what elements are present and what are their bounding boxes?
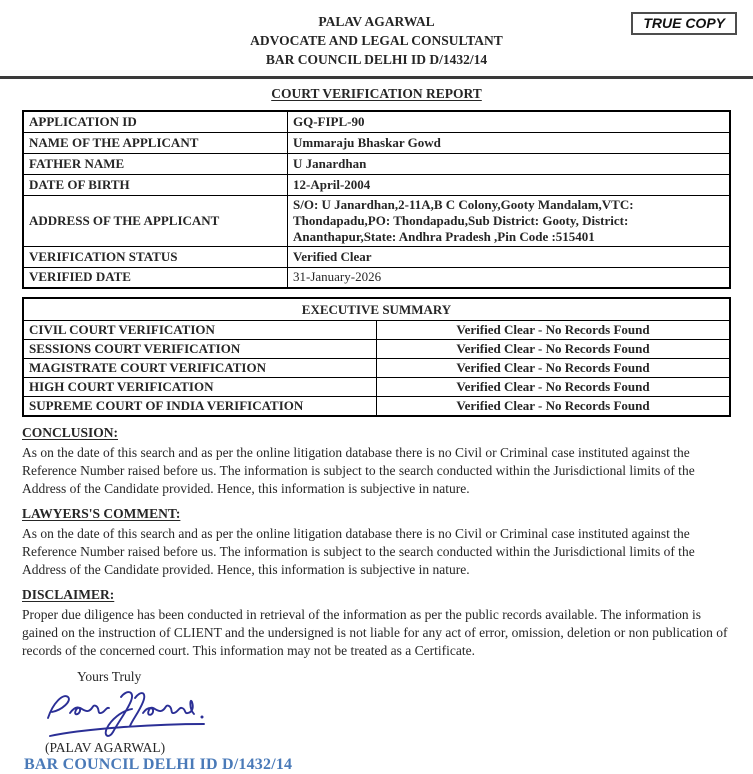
- row-label: HIGH COURT VERIFICATION: [23, 378, 377, 397]
- conclusion-text: As on the date of this search and as per the online litigation database there is no Civil or Criminal case instituted against the Reference Number raised before us. The information is subject to the search conducted within the Jurisdictional limits of the Address of the Candidate provided. Hence, this information is subjective in nature.: [22, 445, 695, 496]
- row-label: VERIFIED DATE: [23, 267, 288, 288]
- row-value: Verified Clear - No Records Found: [377, 340, 731, 359]
- table-header-row: [23, 298, 730, 321]
- row-label: SESSIONS COURT VERIFICATION: [23, 340, 377, 359]
- applicant-details-table: [22, 110, 731, 289]
- letterhead-designation: ADVOCATE AND LEGAL CONSULTANT: [250, 33, 503, 48]
- table-row: [23, 195, 730, 246]
- row-value: 12-April-2004: [288, 174, 731, 195]
- row-value: S/O: U Janardhan,2-11A,B C Colony,Gooty Mandalam,VTC: Thondapadu,PO: Thondapadu,Sub District: Gooty, District: Ananthapur,State: Andhra Pradesh ,Pin Code :515401: [288, 195, 731, 246]
- true-copy-stamp: [631, 12, 737, 35]
- table-row: [23, 321, 730, 340]
- row-value: Verified Clear - No Records Found: [377, 321, 731, 340]
- letterhead-bar-council-id: BAR COUNCIL DELHI ID D/1432/14: [265, 52, 488, 67]
- row-value: Verified Clear - No Records Found: [377, 359, 731, 378]
- executive-summary-title: EXECUTIVE SUMMARY: [23, 298, 730, 321]
- table-row: [23, 359, 730, 378]
- row-value: GQ-FIPL-90: [288, 111, 731, 132]
- bar-council-id-footer: BAR COUNCIL DELHI ID D/1432/14: [24, 756, 293, 773]
- handwritten-signature-icon: [42, 687, 753, 739]
- row-value: Verified Clear - No Records Found: [377, 378, 731, 397]
- row-value: Ummaraju Bhaskar Gowd: [288, 132, 731, 153]
- lawyers-comment-text: As on the date of this search and as per the online litigation database there is no Civil or Criminal case instituted against the Reference Number raised before us. The information is subject to the search conducted within the Jurisdictional limits of the Address of the Candidate provided. Hence, this information is subjective in nature.: [22, 526, 695, 577]
- report-title: COURT VERIFICATION REPORT: [271, 86, 482, 101]
- table-row: [23, 153, 730, 174]
- row-label: NAME OF THE APPLICANT: [23, 132, 288, 153]
- lawyers-comment-heading: LAWYERS'S COMMENT:: [22, 506, 181, 521]
- closing-phrase: Yours Truly: [77, 669, 142, 684]
- disclaimer-text: Proper due diligence has been conducted in retrieval of the information as per the public records available. The information is gained on the instruction of CLIENT and the undersigned is not liable for any act of error, omission, deletion or non publication of records of the concerned court. This information may not be treated as a Certificate.: [22, 607, 728, 658]
- header-divider: [0, 76, 753, 79]
- table-row: [23, 174, 730, 195]
- signatory-name: (PALAV AGARWAL): [45, 740, 166, 755]
- disclaimer-heading: DISCLAIMER:: [22, 587, 115, 602]
- executive-summary-table: [22, 297, 731, 417]
- row-label: SUPREME COURT OF INDIA VERIFICATION: [23, 397, 377, 417]
- true-copy-label: TRUE COPY: [643, 15, 725, 31]
- row-value: Verified Clear - No Records Found: [377, 397, 731, 417]
- row-label: VERIFICATION STATUS: [23, 246, 288, 267]
- row-label: ADDRESS OF THE APPLICANT: [23, 195, 288, 246]
- conclusion-heading: CONCLUSION:: [22, 425, 119, 440]
- disclaimer-section: [22, 587, 731, 660]
- row-value: 31-January-2026: [288, 267, 731, 288]
- table-row: [23, 397, 730, 417]
- table-row: [23, 340, 730, 359]
- table-row: [23, 267, 730, 288]
- conclusion-section: [22, 425, 731, 498]
- row-label: APPLICATION ID: [23, 111, 288, 132]
- row-label: DATE OF BIRTH: [23, 174, 288, 195]
- row-value: Verified Clear: [288, 246, 731, 267]
- row-value: U Janardhan: [288, 153, 731, 174]
- table-row: [23, 111, 730, 132]
- table-row: [23, 378, 730, 397]
- table-row: [23, 246, 730, 267]
- row-label: FATHER NAME: [23, 153, 288, 174]
- row-label: CIVIL COURT VERIFICATION: [23, 321, 377, 340]
- table-row: [23, 132, 730, 153]
- lawyers-comment-section: [22, 506, 731, 579]
- letterhead-name: PALAV AGARWAL: [318, 14, 435, 29]
- row-label: MAGISTRATE COURT VERIFICATION: [23, 359, 377, 378]
